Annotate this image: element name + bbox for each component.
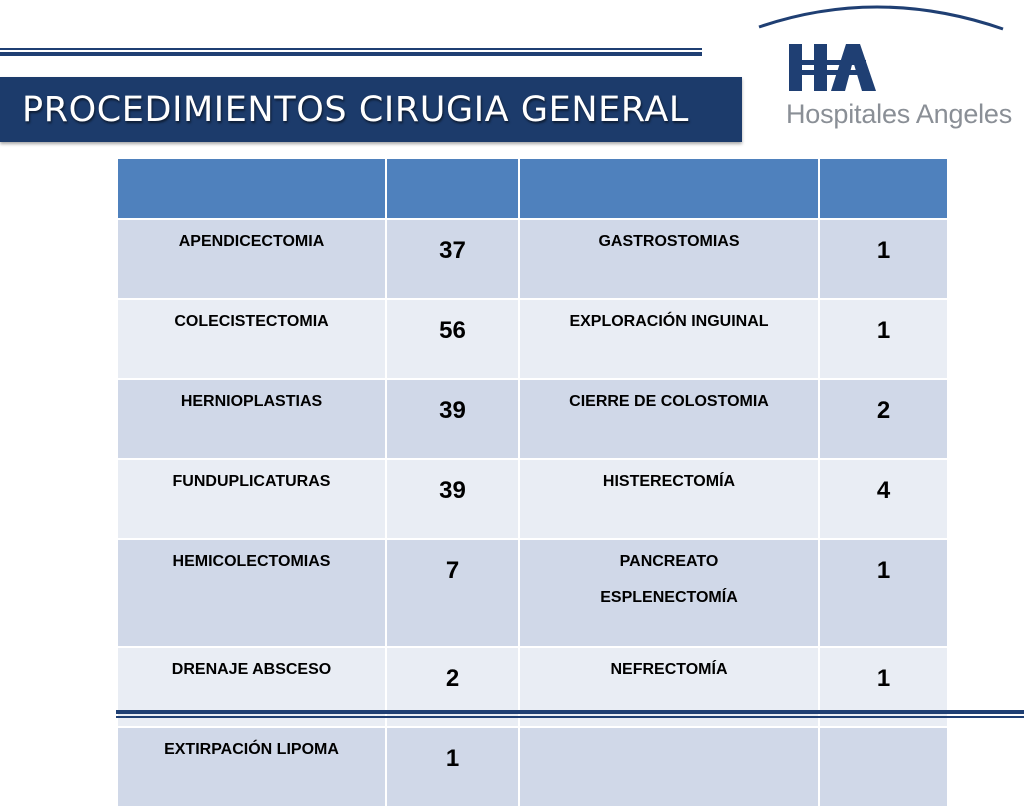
bottom-divider-thin-line [116,716,1024,718]
procedure-label: DRENAJE ABSCESO [171,661,332,678]
procedure-count: 2 [819,379,948,459]
procedure-label: COLECISTECTOMIA [174,313,329,330]
procedure-label: HERNIOPLASTIAS [180,393,323,410]
procedure-label: NEFRECTOMÍA [610,661,728,678]
table-header-row [117,158,948,219]
bottom-divider [116,710,1024,720]
procedure-label: PANCREATO ESPLENECTOMÍA [600,553,738,606]
procedure-count: 4 [819,459,948,539]
procedure-count: 1 [819,539,948,647]
procedure-name [117,727,386,807]
hospitales-angeles-ha-mark-icon [755,0,1015,100]
procedure-count: 1 [386,727,519,807]
procedure-name [117,539,386,647]
logo-wordmark: Hospitales Angeles [786,99,1013,129]
table-row [117,299,948,379]
procedure-count [819,727,948,807]
procedure-label: CIERRE DE COLOSTOMIA [569,393,769,410]
procedure-label: HISTERECTOMÍA [602,473,736,490]
procedure-name [519,299,819,379]
procedure-count: 1 [819,647,948,727]
procedure-label: FUNDUPLICATURAS [172,473,331,490]
header-cell [519,158,819,219]
top-divider-thin-line [0,48,702,50]
procedure-name [117,299,386,379]
procedure-name [519,539,819,647]
header-cell [117,158,386,219]
procedure-count: 56 [386,299,519,379]
procedure-count: 39 [386,459,519,539]
procedure-label: EXTIRPACIÓN LIPOMA [164,741,339,758]
procedure-count: 1 [819,299,948,379]
top-divider-thick-line [0,52,702,56]
procedure-name [519,727,819,807]
procedure-name [117,459,386,539]
bottom-divider-thick-line [116,710,1024,714]
procedure-label: GASTROSTOMIAS [598,233,740,250]
table-row [117,459,948,539]
procedure-name [117,219,386,299]
procedure-count: 7 [386,539,519,647]
hospitales-angeles-logo [755,0,1015,140]
title-banner [0,77,742,142]
procedure-label: APENDICECTOMIA [178,233,325,250]
procedure-label: HEMICOLECTOMIAS [172,553,331,570]
procedure-count: 1 [819,219,948,299]
table-row [117,379,948,459]
procedure-name [519,379,819,459]
procedure-count: 2 [386,647,519,727]
procedure-label: EXPLORACIÓN INGUINAL [569,313,769,330]
table-row [117,727,948,807]
header-cell [386,158,519,219]
procedure-count: 39 [386,379,519,459]
table-row [117,539,948,647]
header-cell [819,158,948,219]
procedure-name [519,219,819,299]
procedure-name [519,459,819,539]
top-divider [0,48,702,58]
table-row [117,219,948,299]
procedure-name [117,379,386,459]
page-title: PROCEDIMIENTOS CIRUGIA GENERAL [22,90,689,130]
procedure-count: 37 [386,219,519,299]
